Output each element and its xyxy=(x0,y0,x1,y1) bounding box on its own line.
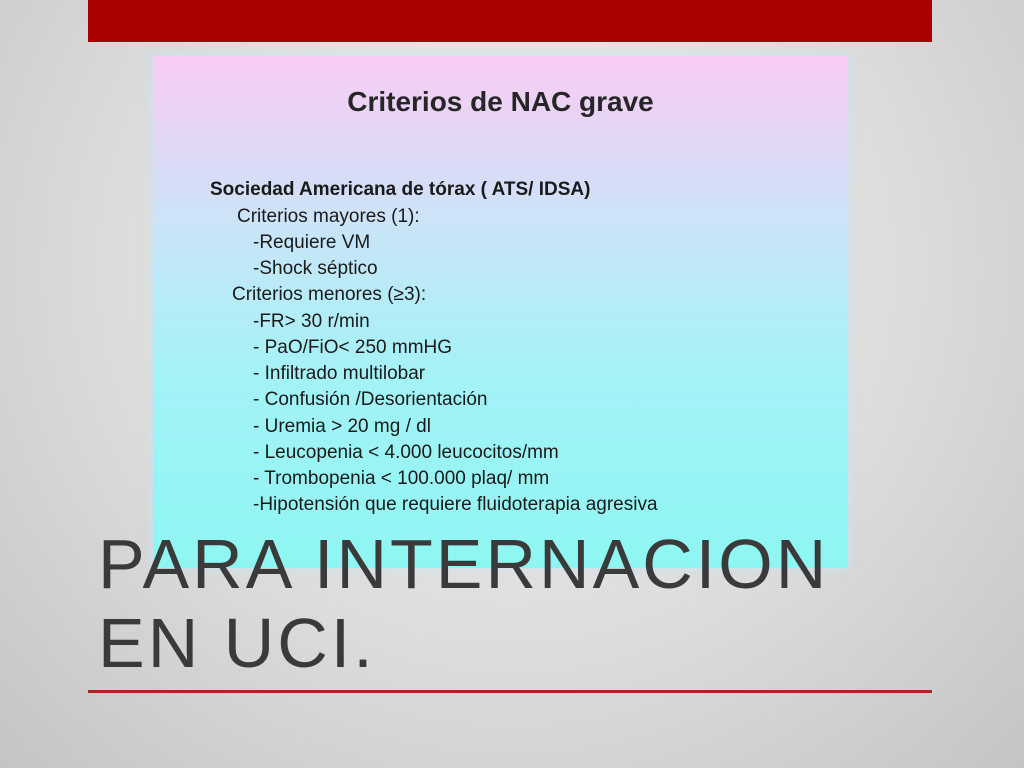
minor-criteria-item: - Trombopenia < 100.000 plaq/ mm xyxy=(253,468,550,489)
slide-title-line-2: EN UCI. xyxy=(98,604,376,682)
bottom-divider xyxy=(88,690,932,693)
major-criteria-header: Criterios mayores (1): xyxy=(237,206,420,227)
criteria-subtitle: Sociedad Americana de tórax ( ATS/ IDSA) xyxy=(210,179,591,200)
major-criteria-item: -Requiere VM xyxy=(253,232,371,253)
minor-criteria-header: Criterios menores (≥3): xyxy=(232,284,427,305)
minor-criteria-item: - Infiltrado multilobar xyxy=(253,363,426,384)
minor-criteria-item: - Confusión /Desorientación xyxy=(253,389,488,410)
minor-criteria-item: -FR> 30 r/min xyxy=(253,311,370,332)
criteria-image-panel xyxy=(153,56,848,568)
minor-criteria-item: - Leucopenia < 4.000 leucocitos/mm xyxy=(253,442,559,463)
minor-criteria-item: -Hipotensión que requiere fluidoterapia agresiva xyxy=(253,494,658,515)
major-criteria-item: -Shock séptico xyxy=(253,258,378,279)
slide-title xyxy=(98,525,829,683)
minor-criteria-item: - PaO/FiO< 250 mmHG xyxy=(253,337,453,358)
minor-criteria-item: - Uremia > 20 mg / dl xyxy=(253,416,431,437)
criteria-title: Criterios de NAC grave xyxy=(347,86,654,117)
slide-title-line-1: PARA INTERNACION xyxy=(98,525,830,603)
top-accent-bar xyxy=(88,0,932,42)
